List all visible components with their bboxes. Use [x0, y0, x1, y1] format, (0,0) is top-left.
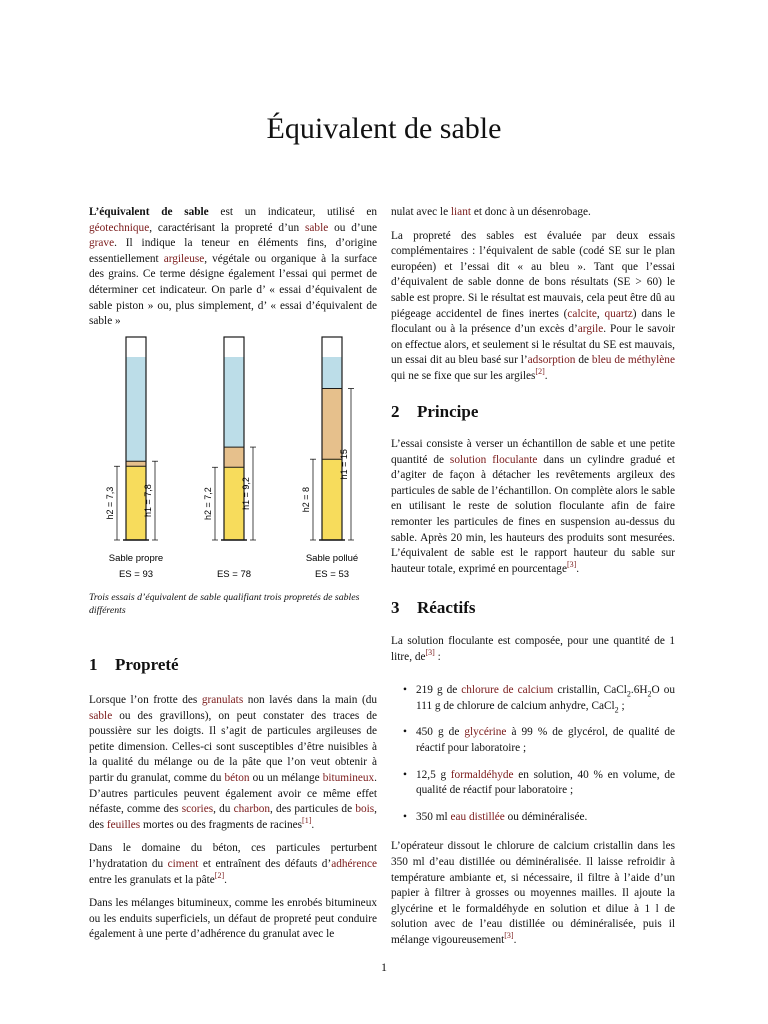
cylinder-water: [126, 357, 146, 461]
dimension-h2-label: h2 = 8: [301, 486, 311, 513]
cylinder-fines: [322, 389, 342, 460]
link-liant[interactable]: liant: [450, 206, 471, 218]
es-value-label: ES = 78: [216, 569, 252, 580]
link-bois[interactable]: bois: [355, 803, 375, 816]
link-quartz[interactable]: quartz: [604, 307, 633, 320]
proprete-paragraph-1: Lorsque l’on frotte des granulats non lavés dans la main (du sable ou des gravillons), on peut constater des traces de poussière sur les doigts. Il s’agit de particules argileuses de petite dimension. Celles-ci sont susceptibles d’être nuisibles à la qualité du mélange ou de la pâte que l’on veut obtenir à partir du granulat, comme du béton ou un mélange bitumineux. D’autres particules peuvent également avoir ce même effet néfaste, comme des scories, du charbon, des particules de bois, des feuilles mortes ou des fragments de racines[1].: [89, 694, 377, 831]
link-granulats[interactable]: granulats: [201, 694, 244, 706]
proprete-paragraph-3: Dans les mélanges bitumineux, comme les enrobés bitumineux ou les enduits superficiels, un défaut de propreté peut conduire également à une perte d’adhérence du granulat avec le: [89, 897, 377, 941]
dimension-h1-label: h1 = 7,8: [143, 484, 153, 518]
section-heading-proprete: 1 Propreté: [89, 655, 179, 674]
link-grave[interactable]: grave: [89, 237, 115, 250]
es-value-label: ES = 93: [118, 569, 154, 580]
link-feuilles[interactable]: feuilles: [106, 818, 141, 831]
reactifs-list: [391, 683, 675, 825]
section-heading-reactifs: 3 Réactifs: [391, 598, 476, 617]
dimension-h2-label: h2 = 7,2: [203, 487, 213, 521]
dimension-h1-label: h1 = 9,2: [241, 477, 251, 510]
es-value-label: ES = 53: [314, 569, 350, 580]
ref-3b[interactable]: [3]: [425, 647, 435, 657]
cylinder-water: [224, 357, 244, 447]
link-bitumineux[interactable]: bitumineux: [322, 771, 375, 784]
right-column-top: [391, 205, 675, 393]
page-number: 1: [381, 960, 387, 974]
proprete-continuation: nulat avec le liant et donc à un désenrobage.: [391, 206, 591, 218]
link-eau-distillee[interactable]: eau distillée: [450, 810, 505, 823]
cylinder-label: Sable propre: [108, 553, 164, 564]
figure-caption: Trois essais d’équivalent de sable qualifiant trois propretés de sables différents: [89, 592, 360, 616]
ref-3[interactable]: [3]: [566, 559, 577, 569]
link-sable-2[interactable]: sable: [89, 709, 113, 722]
list-item: • 12,5 g formaldéhyde en solution, 40 % en volume, de qualité de réactif pour laboratoire ;: [399, 768, 675, 799]
section-heading-principe: 2 Principe: [391, 402, 479, 421]
dimension-h1-label: h1 = 15: [339, 449, 349, 480]
section-principe-body: [391, 437, 675, 585]
link-ciment[interactable]: ciment: [167, 857, 199, 870]
intro-paragraph: L’équivalent de sable est un indicateur, utilisé en géotechnique, caractérisant la propreté d’un sable ou d’une grave. Il indique la teneur en éléments fins, d’origine essentiellement argileuse, végétale ou organique à la surface des grains. Ce terme désigne également l’essai qui permet de déterminer cet indicateur. On parle d’ « essai d’équivalent de sable piston » ou, plus simplement, d’ « essai d’équivalent de sable »: [89, 206, 378, 328]
link-geotechnique[interactable]: géotechnique: [89, 221, 150, 234]
cylinder-water: [322, 357, 342, 389]
cylinder-fines: [126, 461, 146, 466]
dimension-h2-label: h2 = 7,3: [105, 486, 115, 520]
link-calcite[interactable]: calcite: [567, 307, 597, 320]
link-chlorure-calcium[interactable]: chlorure de calcium: [461, 684, 554, 697]
intro-block: [89, 205, 377, 338]
intro-term: L’équivalent de sable: [89, 206, 209, 218]
link-formaldehyde[interactable]: formaldéhyde: [450, 768, 514, 781]
link-argile[interactable]: argile: [577, 323, 604, 336]
link-bleu-methylene[interactable]: bleu de méthylène: [591, 354, 675, 367]
principe-paragraph: L’essai consiste à verser un échantillon de sable et une petite quantité de solution floculante dans un cylindre gradué et d’agiter de façon à détacher les revêtements argileux des particules de sable de l’échantillon. On complète alors le sable en utilisant le reste de solution floculante afin de faire remonter les particules de fines en suspension au-dessus du sable. Après 20 min, les hauteurs des produits sont mesurées. L’équivalent de sable est le rapport hauteur du sable sur hauteur totale, exprimé en pourcentage[3].: [391, 438, 676, 575]
ref-3c[interactable]: [3]: [504, 931, 514, 941]
proprete-paragraph-2: Dans le domaine du béton, ces particules perturbent l’hydratation du ciment et entraînent des défauts d’adhérence entre les granulats et la pâte[2].: [89, 842, 378, 886]
link-scories[interactable]: scories: [181, 803, 214, 816]
link-solution-floculante[interactable]: solution floculante: [449, 453, 538, 466]
link-charbon[interactable]: charbon: [233, 803, 271, 816]
section-proprete-body: [89, 693, 378, 941]
link-adherence[interactable]: adhérence: [331, 857, 378, 870]
link-sable[interactable]: sable: [305, 221, 329, 234]
cylinder-fines: [224, 447, 244, 467]
cylinder-label: Sable pollué: [305, 553, 359, 564]
list-item: • 219 g de chlorure de calcium cristallin, $CaCl_2.6H_2O$ ou 111 g de chlorure de calcium anhydre, CaCl$_2$ ;: [399, 683, 675, 714]
link-beton[interactable]: béton: [224, 771, 250, 784]
link-adsorption[interactable]: adsorption: [527, 354, 576, 367]
link-argileuse[interactable]: argileuse: [163, 252, 205, 265]
list-item: • 350 ml eau distillée ou déminéralisée.: [399, 810, 675, 826]
link-glycerine[interactable]: glycérine: [464, 726, 507, 739]
section-reactifs-body: [391, 634, 675, 957]
reactifs-paragraph: L’opérateur dissout le chlorure de calcium cristallin dans les 350 ml d’eau distillée ou déminéralisée. Il laisse refroidir à température ambiante et, si nécessaire, il filtre à l’aide d’un papier à filtrer à grosses ou moyennes mailles. Il ajoute la glycérine et le formaldéhyde en solution et dilue à 1 l de solution avec de l’eau distillée ou déminéralisée, puis il mélange vigoureusement[3].: [391, 840, 675, 946]
ref-2b[interactable]: [2]: [535, 367, 545, 377]
sand-equivalent-figure: [89, 332, 377, 582]
page-title: Équivalent de sable: [266, 112, 502, 145]
ref-1[interactable]: [1]: [302, 815, 312, 825]
list-item: • 450 g de glycérine à 99 % de glycérol, de qualité de réactif pour laboratoire ;: [399, 725, 675, 756]
reactifs-intro: La solution floculante est composée, pour une quantité de 1 litre, de[3] :: [391, 635, 675, 663]
ref-2[interactable]: [2]: [214, 870, 225, 880]
proprete-paragraph-4: La propreté des sables est évaluée par deux essais complémentaires : l’équivalent de sable (codé SE sur le plan européen) et l’essai dit « au bleu ». Tant que l’essai d’équivalent de sable donne de bons résultats (SE > 60) le sable est propre. Si le résultat est mauvais, cela peut être dû au piégeage accidentel de fines inertes (calcite, quartz) dans le floculant ou à la présence d’un excès d’argile. Pour le savoir on effectue alors, et seulement si le résultat du SE est mauvais, un essai dit au bleu basé sur l’adsorption de bleu de méthylène qui ne se fixe que sur les argiles[2].: [391, 229, 675, 382]
